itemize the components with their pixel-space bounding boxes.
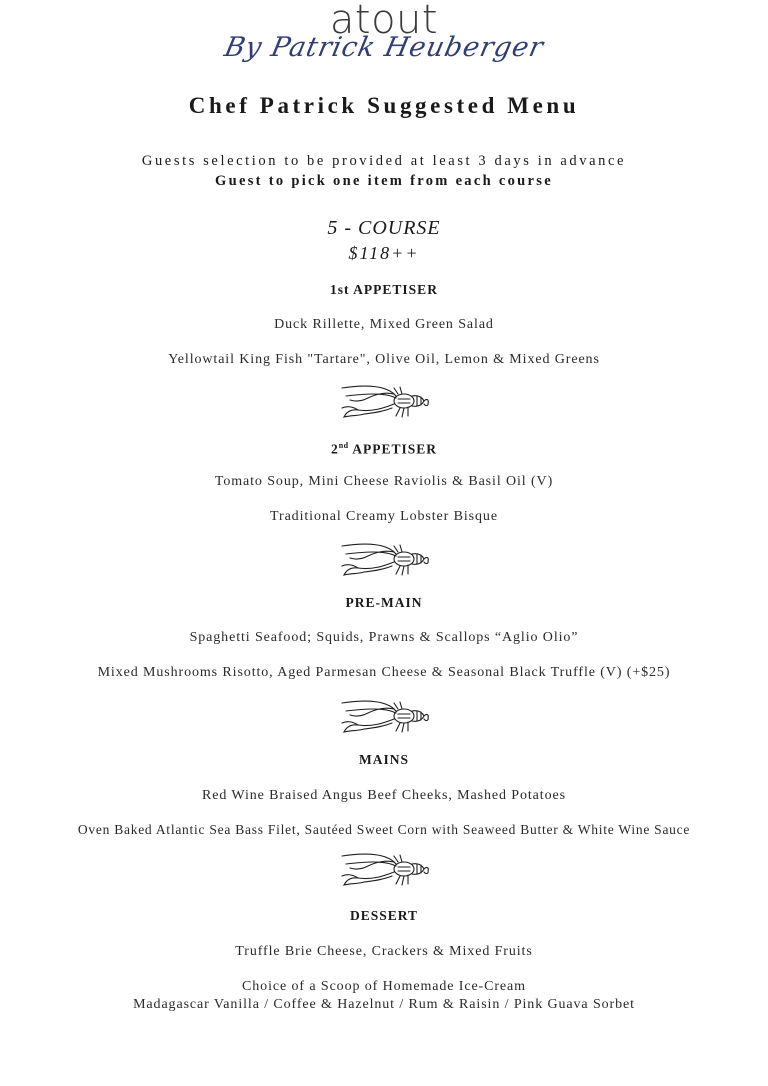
chef-signature: By Patrick Heuberger <box>221 32 547 63</box>
section-title: APPETISER <box>352 441 438 457</box>
restaurant-logo: atout <box>329 0 439 43</box>
section-title-mains: MAINS <box>358 752 409 767</box>
menu-item: Tomato Soup, Mini Cheese Raviolis & Basil Oil (V) <box>214 474 554 489</box>
lobster-icon <box>338 382 430 422</box>
section-title-pre-main: PRE-MAIN <box>345 595 423 610</box>
lobster-icon <box>338 697 430 737</box>
lobster-icon <box>338 850 430 890</box>
section-ordinal: 1st <box>330 282 350 297</box>
menu-item: Red Wine Braised Angus Beef Cheeks, Mashed Potatoes <box>202 788 566 803</box>
section-ordinal-suffix: nd <box>338 441 349 450</box>
menu-item: Choice of a Scoop of Homemade Ice-Cream <box>242 979 526 994</box>
section-title-first-appetiser <box>0 281 768 299</box>
menu-item: Mixed Mushrooms Risotto, Aged Parmesan Cheese & Seasonal Black Truffle (V) (+$25) <box>97 665 671 680</box>
menu-item: Spaghetti Seafood; Squids, Prawns & Scallops “Aglio Olio” <box>189 630 579 645</box>
advance-notice: Guests selection to be provided at least 3 days in advance <box>141 153 627 169</box>
lobster-icon <box>338 540 430 580</box>
menu-title: Chef Patrick Suggested Menu <box>188 93 580 118</box>
menu-item: Truffle Brie Cheese, Crackers & Mixed Fruits <box>235 944 533 959</box>
menu-item: Madagascar Vanilla / Coffee & Hazelnut / Rum & Raisin / Pink Guava Sorbet <box>133 997 635 1012</box>
section-title-dessert: DESSERT <box>349 908 419 923</box>
section-title: APPETISER <box>353 282 438 297</box>
menu-item: Oven Baked Atlantic Sea Bass Filet, Sautéed Sweet Corn with Seaweed Butter & White Wine Sauce <box>77 822 691 837</box>
section-ordinal: 2 <box>330 441 339 457</box>
pick-instruction: Guest to pick one item from each course <box>215 173 553 189</box>
menu-item: Yellowtail King Fish "Tartare", Olive Oil, Lemon & Mixed Greens <box>168 352 600 367</box>
section-title-second-appetiser <box>0 437 768 459</box>
course-price: $118++ <box>348 243 420 263</box>
menu-item: Traditional Creamy Lobster Bisque <box>270 509 498 524</box>
menu-item: Duck Rillette, Mixed Green Salad <box>274 317 494 332</box>
course-label: 5 - COURSE <box>327 217 441 239</box>
